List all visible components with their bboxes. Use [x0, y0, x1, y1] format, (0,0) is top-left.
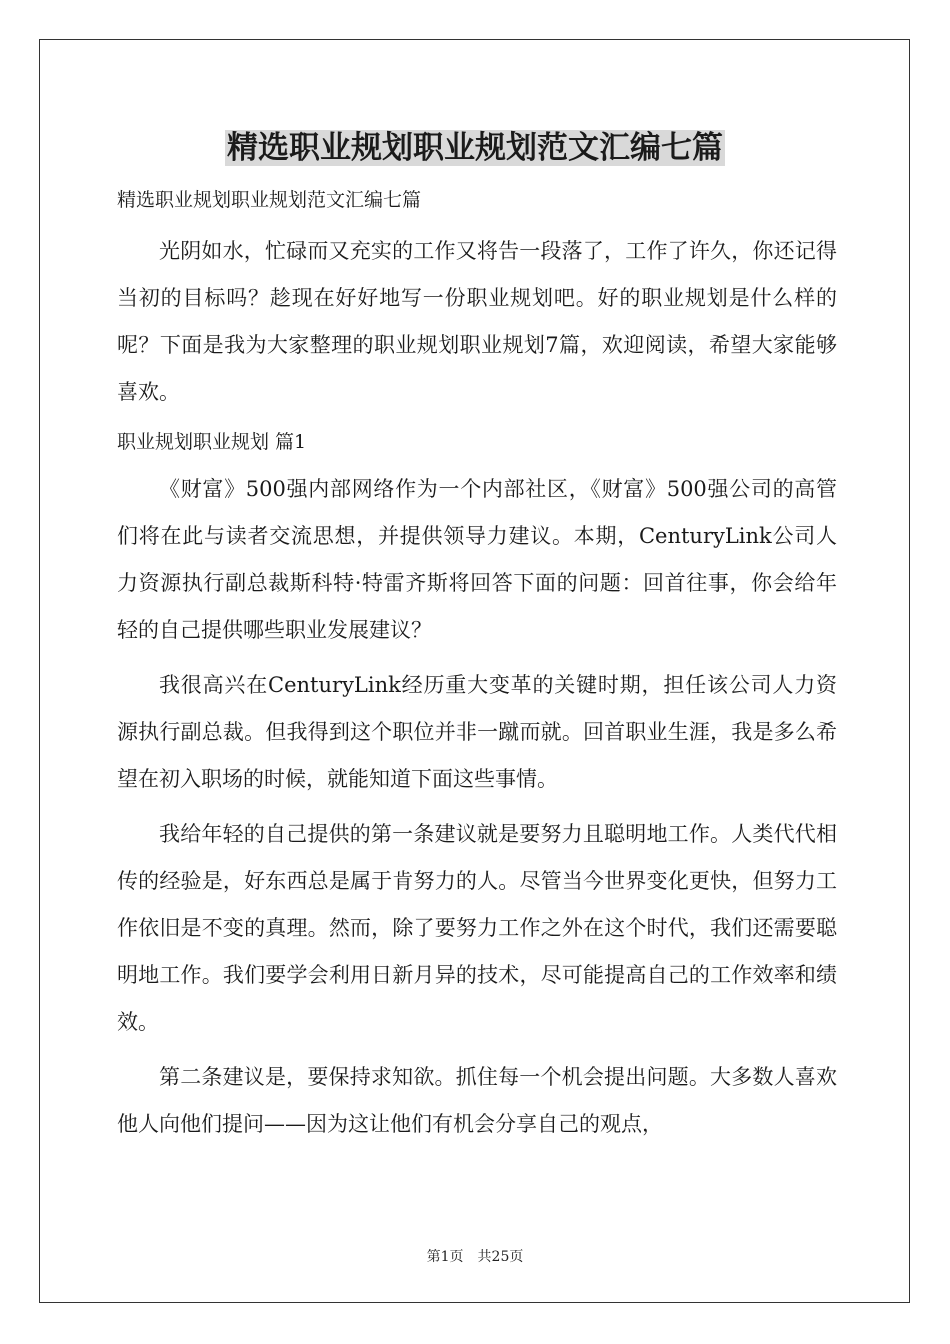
section-heading: 职业规划职业规划 篇1	[117, 431, 307, 453]
body-paragraph: 《财富》500强内部网络作为一个内部社区，《财富》500强公司的高管们将在此与读者交流思想，并提供领导力建议。本期，CenturyLink公司人力资源执行副总裁斯科特·特雷齐斯将回答下面的问题：回首往事，你会给年轻的自己提供哪些职业发展建议？	[117, 477, 837, 642]
document-title	[0, 126, 950, 170]
document-title-text: 精选职业规划职业规划范文汇编七篇	[227, 130, 723, 166]
intro-paragraph: 光阴如水，忙碌而又充实的工作又将告一段落了，工作了许久，你还记得当初的目标吗？趁现在好好地写一份职业规划吧。好的职业规划是什么样的呢？下面是我为大家整理的职业规划职业规划7篇，欢迎阅读，希望大家能够喜欢。	[117, 239, 837, 404]
page-footer: 第1页 共25页	[426, 1249, 524, 1265]
body-paragraph: 第二条建议是，要保持求知欲。抓住每一个机会提出问题。大多数人喜欢他人向他们提问——因为这让他们有机会分享自己的观点，	[117, 1065, 837, 1136]
body-paragraph: 我很高兴在CenturyLink经历重大变革的关键时期，担任该公司人力资源执行副总裁。但我得到这个职位并非一蹴而就。回首职业生涯，我是多么希望在初入职场的时候，就能知道下面这些事情。	[117, 673, 837, 791]
document-subtitle: 精选职业规划职业规划范文汇编七篇	[117, 189, 422, 211]
body-paragraph: 我给年轻的自己提供的第一条建议就是要努力且聪明地工作。人类代代相传的经验是，好东西总是属于肯努力的人。尽管当今世界变化更快，但努力工作依旧是不变的真理。然而，除了要努力工作之外在这个时代，我们还需要聪明地工作。我们要学会利用日新月异的技术，尽可能提高自己的工作效率和绩效。	[117, 822, 837, 1034]
document-body	[117, 182, 837, 1156]
